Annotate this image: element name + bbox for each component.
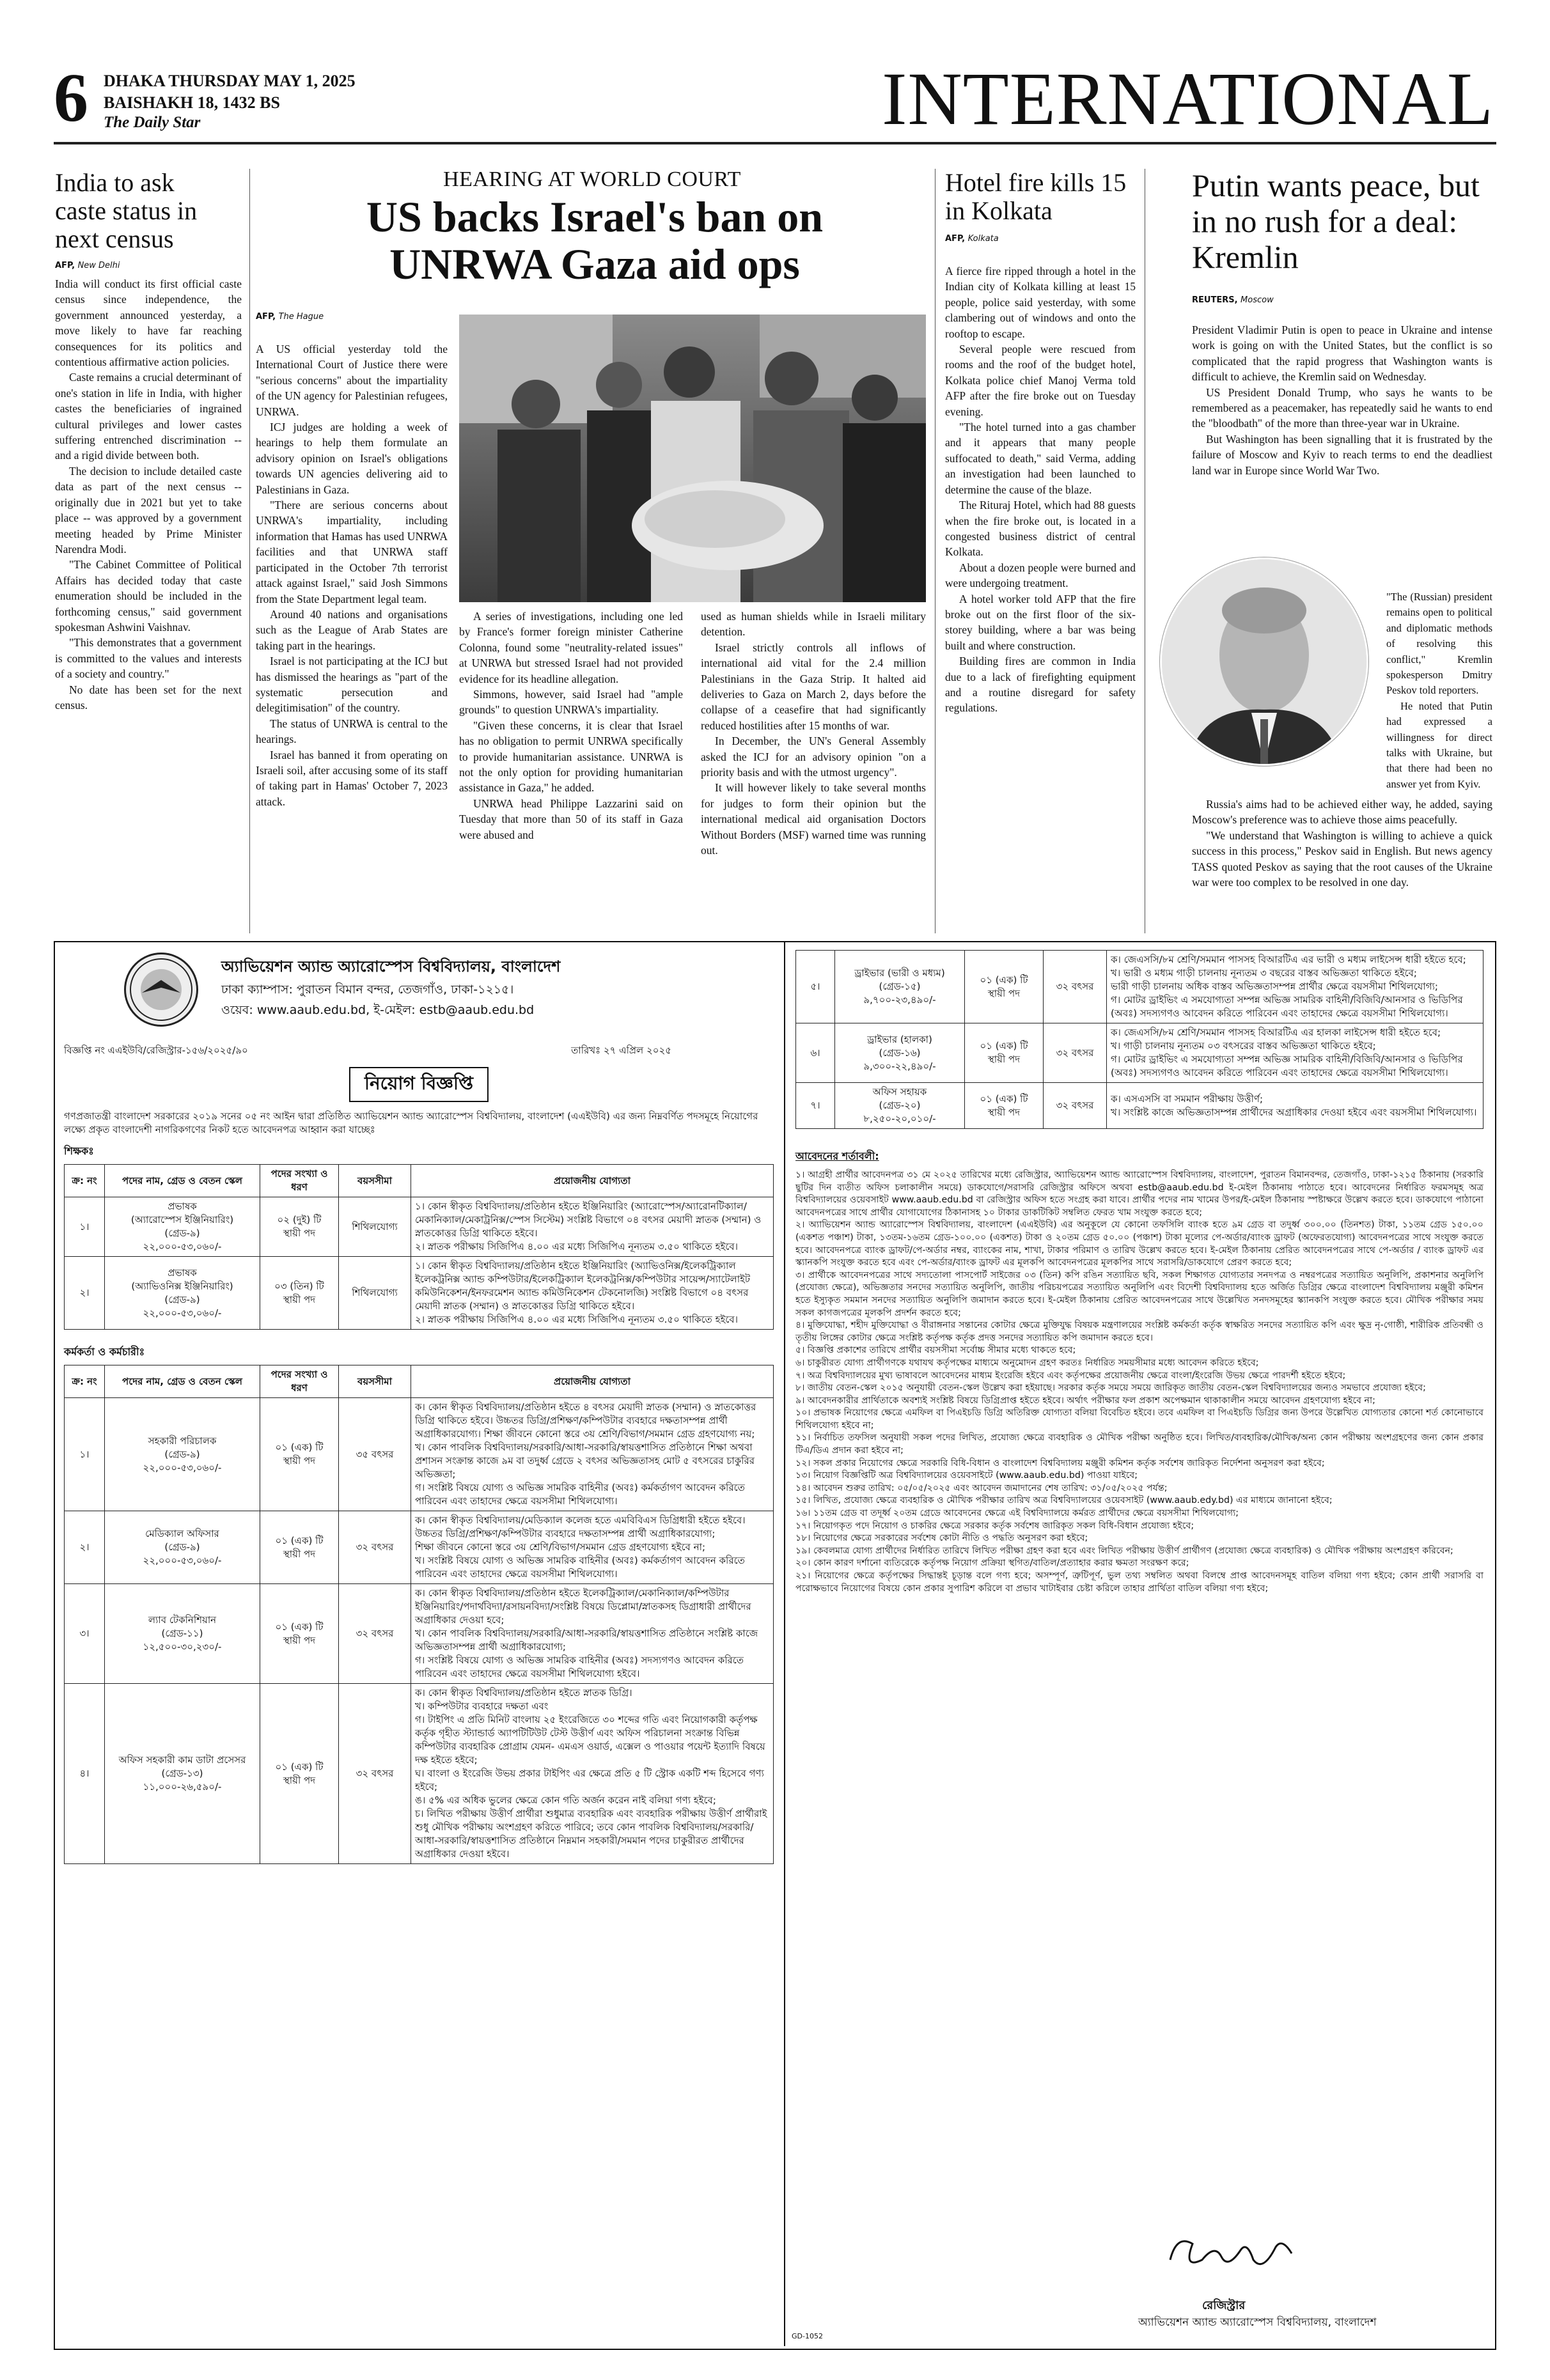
cell-post (105, 1511, 260, 1584)
post-type: স্থায়ী পদ (283, 1774, 316, 1786)
university-web: ওয়েব: www.aaub.edu.bd, ই-মেইল: estb@aaub.edu.bd (221, 1003, 535, 1017)
post-count: ০১ (এক) টি (275, 1621, 324, 1633)
cell-age: ৩২ বৎসর (1044, 1083, 1107, 1129)
condition-item: ১৯। কেবলমাত্র যোগ্য প্রার্থীদের নির্ধারিত তারিখে লিখিত পরীক্ষা গ্রহণ করা হবে এবং লিখিত পরীক্ষায় উত্তীর্ণ প্রার্থীগণ (প্রযোজ্য ক্ষেত্রে ব্যবহারিক) ও মৌখিক পরীক্ষায় অংশগ্রহণ করিবেন; (795, 1545, 1453, 1556)
column-rule (249, 169, 250, 933)
gaza-photo-graphic (459, 315, 926, 602)
table-row (796, 951, 1483, 1023)
post-type: স্থায়ী পদ (283, 1455, 316, 1467)
req-line: ঘ। বাংলা ও ইংরেজি উভয় প্রকার টাইপিং এর ক্ষেত্রে প্রতি ৫ টি স্ট্রোক একটি শব্দ হিসেবে গণ্য হইবে; (415, 1768, 764, 1793)
masthead-rule (54, 142, 1496, 144)
req-line: ২। স্নাতক পরীক্ষায় সিজিপিএ ৪.০০ এর মধ্যে সিজিপিএ নূন্যতম ৩.৫০ থাকিতে হইবে। (415, 1314, 738, 1326)
post-count: ০১ (এক) টি (980, 974, 1028, 986)
cell-age: শিথিলযোগ্য (339, 1257, 411, 1330)
table-row (65, 1584, 774, 1684)
india-headline: India to ask caste status in next census (55, 168, 198, 253)
post-grade: (গ্রেড-১৬) (879, 1046, 921, 1059)
hotel-para: A hotel worker told AFP that the fire broke out on the first floor of the six-storey building, where a bar was being built and where construction. (945, 592, 1136, 652)
col-header: পদের সংখ্যা ও ধরণ (260, 1165, 339, 1197)
university-address: ঢাকা ক্যাম্পাস: পুরাতন বিমান বন্দর, তেজগাঁও, ঢাকা-১২১৫। (221, 983, 514, 997)
cell-req (1107, 951, 1483, 1023)
cell-no: ১। (65, 1398, 105, 1511)
gaza-photo (459, 315, 926, 602)
putin-headline: Putin wants peace, but in no rush for a deal: Kremlin (1192, 167, 1480, 275)
cell-no: ১। (65, 1197, 105, 1257)
unrwa-para: It will however likely to take several months for judges to form their opinion but the international medical aid organisation Doctors Without Borders (MSF) warned time was running out. (701, 781, 926, 857)
condition-item: ৭। অত্র বিশ্ববিদ্যালয়ের মুখ্য ভাষাবলে আবেদনের মাধ্যম ইংরেজি হইবে এবং কর্তৃপক্ষের প্রয়োজনীয় ক্ষেত্রে বাংলা/ইংরেজি উভয় ক্ষেত্রে পারদর্শী হইতে হইবে; (795, 1370, 1346, 1381)
cell-post (835, 1083, 965, 1129)
post-name: ল্যাব টেকনিশিয়ান (148, 1614, 217, 1626)
req-line: খ। কোন পাবলিক বিশ্ববিদ্যালয়/সরকারি/আধা-সরকারি/স্বায়ত্তশাসিত প্রতিষ্ঠানে সংশ্লিষ্ট কাজে অভিজ্ঞতাসম্পন্ন প্রার্থী অগ্রাধিকারযোগ্য; (415, 1628, 758, 1653)
signature-graphic (1157, 2225, 1311, 2282)
post-dept: (অ্যারোস্পেস ইঞ্জিনিয়ারিং) (130, 1214, 234, 1226)
req-line: শিক্ষা জীবনে কোনো স্তরে ৩য় শ্রেণি/বিভাগ/সমমান গ্রেড গ্রহণযোগ্য হইবে না; (415, 1541, 706, 1553)
university-name: অ্যাভিয়েশন অ্যান্ড অ্যারোস্পেস বিশ্ববিদ্যালয়, বাংলাদেশ (221, 958, 561, 976)
req-line: গ। টাইপিং এ প্রতি মিনিট বাংলায় ২৫ ইংরেজিতে ৩০ শব্দের গতি এবং নিয়োগকারী কর্তৃপক্ষ কর্তৃক গৃহীত স্ট্যান্ডার্ড অ্যাপটিটিউট টেস্ট উত্তীর্ণ এবং অফিস পরিচালনা সংক্রান্ত বিভিন্ন কম্পিউটার ব্যবহারিক প্রোগ্রাম যেমন- এমএস ওয়ার্ড, এক্সেল ও পাওয়ার পয়েন্ট ইত্যাদি বিষয়ে দক্ষ হইতে হইবে; (415, 1714, 765, 1766)
condition-item: ১৮। নিয়োগের ক্ষেত্রে সরকারের সর্বশেষ কোটা নীতি ও পদ্ধতি অনুসরণ করা হইবে; (795, 1533, 1088, 1544)
post-name: অফিস সহকারী কাম ডাটা প্রসেসর (118, 1754, 246, 1766)
unrwa-para: ICJ judges are holding a week of hearings to help them formulate an advisory opinion on Israel's obligations towards UN agencies delivering aid to Palestinians in Gaza. (256, 421, 448, 496)
condition-item: ১৩। নিয়োগ বিজ্ঞপ্তিটি অত্র বিশ্ববিদ্যালয়ের ওয়েবসাইটে (www.aaub.edu.bd) পাওয়া যাইবে; (795, 1470, 1138, 1481)
unrwa-col3 (701, 609, 926, 859)
post-grade: (গ্রেড-১৫) (879, 981, 921, 992)
cell-count (260, 1257, 339, 1330)
req-line: খ। কম্পিউটার ব্যবহারে দক্ষতা এবং (415, 1700, 549, 1713)
post-count: ০১ (এক) টি (275, 1761, 324, 1773)
req-line: ১। কোন স্বীকৃত বিশ্ববিদ্যালয়/প্রতিষ্ঠান হইতে ইঞ্জিনিয়ারিং (অ্যাভিওনিক্স/ইলেকট্রিক্যাল ইলেকট্রনিক্স অ্যান্ড কম্পিউটার/ইলেকট্রিক্যাল ইলেকট্রনিক্স/কম্পিউটার সায়েন্স/স্যাটেলাইট কমিউনিকেশন/ইনফরমেশন অ্যান্ড কমিউনিকেশন টেকনোলজি) সংশ্লিষ্ট বিভাগে ০৪ বৎসর মেয়াদী স্নাতক (সম্মান) ও স্নাতকোত্তর ডিগ্রি থাকিতে হইবে। (415, 1260, 751, 1312)
putin-para: He noted that Putin had expressed a willingness for direct talks with Ukraine, but that there had been no answer yet from Kyiv. (1386, 699, 1492, 790)
putin-para: But Washington has been signalling that it is frustrated by the failure of Moscow and Kyiv to reach terms to end the deadliest land war in Europe since World War Two. (1192, 432, 1492, 477)
india-para: Caste remains a crucial determinant of one's station in life in India, with higher castes the beneficiaries of ingrained cultural privileges and lower castes suffering entrenched discrimination -- and a rigid divide between both. (55, 371, 242, 462)
cell-count (260, 1511, 339, 1584)
unrwa-para: Around 40 nations and organisations such as the League of Arab States are taking part in the hearings. (256, 607, 448, 652)
condition-item: ৬। চাকুরীরত যোগ্য প্রার্থীগণকে যথাযথ কর্তৃপক্ষের মাধ্যমে অনুমোদন গ্রহণ করতঃ নির্ধারিত সময়সীমার মধ্যে আবেদন করিতে হইবে; (795, 1357, 1259, 1368)
condition-item: ১১। নির্বাচিত তফসিল অনুযায়ী সকল পদের লিখিত, প্রযোজ্য ক্ষেত্রে ব্যবহারিক ও মৌখিক পরীক্ষা অনুষ্ঠিত হবে। লিখিত/ব্যবহারিক/মৌখিক/অন্য কোন পরীক্ষায় অংশগ্রহণের জন্য কোন প্রকার টিএ/ডিএ প্রদান করা হইবে না; (795, 1433, 1483, 1456)
unrwa-byline: AFP, The Hague (256, 312, 324, 322)
unrwa-para: Israel is not participating at the ICJ but has dismissed the hearings as "part of the systematic persecution and delegitimisation" of the country. (256, 655, 448, 715)
cell-no: ৩। (65, 1584, 105, 1684)
cell-age: ৩২ বৎসর (339, 1584, 411, 1684)
page-number: 6 (54, 60, 88, 136)
cell-post (835, 951, 965, 1023)
ad-code: GD-1052 (792, 2332, 823, 2340)
req-line: গ। সংশ্লিষ্ট বিষয়ে যোগ্য ও অভিজ্ঞ সামরিক বাহিনীর (অবঃ) সদস্যগণও আবেদন করিতে পারিবেন এবং তাহাদের ক্ষেত্রে বয়সসীমা শিথিলযোগ্য হইবে। (415, 1654, 744, 1680)
post-scale: ২২,০০০-৫৩,০৬০/- (143, 1241, 222, 1253)
condition-item: ২০। কোন কারণ দর্শানো ব্যতিরেকে কর্তৃপক্ষ নিয়োগ প্রক্রিয়া স্থগিত/বাতিল/প্রত্যাহার করার ক্ষমতা সংরক্ষণ করে; (795, 1558, 1189, 1569)
col-header: প্রয়োজনীয় যোগ্যতা (411, 1365, 774, 1398)
cell-req (1107, 1023, 1483, 1083)
post-type: স্থায়ী পদ (987, 987, 1021, 999)
hotel-para: "The hotel turned into a gas chamber and it appears that many people suffocated to death," said Verma, adding an investigation had been launched to determine the cause of the blaze. (945, 421, 1136, 496)
unrwa-para: "Given these concerns, it is clear that Israel has no obligation to permit UNRWA specifically to provide humanitarian assistance. UNRWA is not the only option for providing humanitarian assistance in Gaza," he added. (459, 719, 683, 795)
table-row (65, 1197, 774, 1257)
putin-para: "We understand that Washington is willing to achieve a quick success in this process," Peskov said in English. But news agency TASS quoted Peskov as saying that the root causes of the Ukraine war were too complex to be resolved in one day. (1192, 828, 1492, 889)
condition-item: ৮। জাতীয় বেতন-স্কেল ২০১৫ অনুযায়ী বেতন-স্কেল উল্লেখ করা হইয়াছে। সরকার কর্তৃক সময়ে সময়ে জারিকৃত জাতীয় বেতন-স্কেল বিশ্ববিদ্যালয়ের জন্যও সমভাবে প্রযোজ্য হইবে; (795, 1383, 1426, 1394)
col-header: পদের সংখ্যা ও ধরণ (260, 1365, 339, 1398)
cell-post (835, 1023, 965, 1083)
table-row (65, 1511, 774, 1584)
table-header-row (65, 1165, 774, 1197)
cell-age: ৩২ বৎসর (339, 1684, 411, 1864)
ad-intro: গণপ্রজাতন্ত্রী বাংলাদেশ সরকারের ২০১৯ সনের ০৫ নং আইন দ্বারা প্রতিষ্ঠিত অ্যাভিয়েশন অ্যান্ড অ্যারোস্পেস বিশ্ববিদ্যালয়, বাংলাদেশ (এএইউবি) এর জন্য নিম্নবর্ণিত পদসমূহে নিয়োগের লক্ষ্যে প্রকৃত বাংলাদেশী নাগরিকগণের নিকট হতে আবেদনপত্র আহ্বান করা যাচ্ছেঃ (64, 1110, 758, 1136)
post-grade: (গ্রেড-২০) (879, 1100, 921, 1111)
cell-age: ৩৫ বৎসর (339, 1398, 411, 1511)
hotel-headline: Hotel fire kills 15 in Kolkata (945, 168, 1127, 225)
ad-header (64, 953, 774, 1043)
india-para: India will conduct its first official caste census since independence, the government announced yesterday, a move likely to have far reaching consequences for its politics and contentious affirmative action policies. (55, 277, 242, 369)
ad-divider (784, 942, 785, 2346)
req-line: খ। কোন পাবলিক বিশ্ববিদ্যালয়/সরকারি/আধা-সরকারি/স্বায়ত্তশাসিত প্রতিষ্ঠানে শিক্ষা অথবা প্রশাসন সংক্রান্ত কাজে ৯ম বা তদুর্ধ্ব গ্রেডে ২ বৎসর অভিজ্ঞতাসহ মোট ৫ বৎসরের চাকুরির অভিজ্ঞতা; (415, 1442, 755, 1481)
hotel-para: A fierce fire ripped through a hotel in the Indian city of Kolkata killing at least 15 people, police said yesterday, with some clambering out of windows and onto the rooftop to escape. (945, 265, 1136, 340)
col-header: ক্র: নং (65, 1365, 105, 1398)
cell-no: ৬। (796, 1023, 835, 1083)
cell-post (105, 1584, 260, 1684)
cell-count (260, 1684, 339, 1864)
unrwa-para: The status of UNRWA is central to the hearings. (256, 717, 448, 746)
putin-photo (1160, 557, 1368, 766)
cell-req (411, 1511, 774, 1584)
table-header-row (65, 1365, 774, 1398)
req-line: ভারী গাড়ী চালনায় অধিক বাস্তব অভিজ্ঞতাসম্পন্ন প্রার্থীর ক্ষেত্রে বয়সসীমা শিথিলযোগ্য; (1111, 981, 1438, 992)
post-name: অফিস সহায়ক (872, 1086, 927, 1098)
india-byline: AFP, New Delhi (55, 261, 120, 270)
req-line: চ। লিখিত পরীক্ষায় উত্তীর্ণ প্রার্থীরা শুধুমাত্র ব্যবহারিক এবং ব্যবহারিক পরীক্ষায় উত্তীর্ণ প্রার্থীরাই শুধু মৌখিক পরীক্ষায় অংশগ্রহণ করিতে পারিবে; তবে কোন পাবলিক বিশ্ববিদ্যালয়/সরকারি/আধা-সরকারি/স্বায়ত্তশাসিত প্রতিষ্ঠানে নিম্নমান সহকারী/সমমান পদের চাকুরীরত প্রার্থীদের অগ্রাধিকার দেওয়া হইবে। (415, 1808, 767, 1860)
table-row (65, 1257, 774, 1330)
post-count: ০২ (দুই) টি (277, 1214, 322, 1226)
cell-req (411, 1684, 774, 1864)
cell-post (105, 1398, 260, 1511)
teachers-table (64, 1164, 774, 1330)
putin-body-wrap (1386, 589, 1492, 792)
condition-item: ১৪। আবেদন শুরুর তারিখ: ০৫/০৫/২০২৫ এবং আবেদন জমাদানের শেষ তারিখ: ৩১/০৫/২০২৫ পর্যন্ত; (795, 1482, 1168, 1493)
post-grade: (গ্রেড-১৩) (161, 1768, 203, 1780)
cell-no: ৫। (796, 951, 835, 1023)
condition-item: ১। আগ্রহী প্রার্থীর আবেদনপত্র ৩১ মে ২০২৫ তারিখের মধ্যে রেজিস্ট্রার, অ্যাভিয়েশন অ্যান্ড অ্যারোস্পেস বিশ্ববিদ্যালয়, বাংলাদেশ, পুরাতন বিমানবন্দর, তেজগাঁও, ঢাকা-১২১৫ ঠিকানায় (সরকারি ছুটির দিন ব্যতীত অফিস চলাকালীন সময়ে) ডাকযোগে/সরাসরি রেজিস্ট্রার অফিসে অথবা estb@aaub.edu.bd ই-মেইল ঠিকানায় পাঠাতে হবে। আবেদনের নির্ধারিত ফরমসমূহ অত্র বিশ্ববিদ্যালয়ের ওয়েবসাইট www.aaub.edu.bd বা রেজিস্ট্রার অফিস হতে সংগ্রহ করা যাবে। প্রার্থীর পদের নাম খামের উপর/ই-মেইল ঠিকানায় স্পষ্টাক্ষরে উল্লেখ করতে হবে। ডাকযোগে পাঠানো আবেদনপত্রের সাথে প্রার্থীর যোগাযোগের ঠিকানাসহ ১০ টাকার ডাকটিকিট সম্বলিত ফেরত খাম সংযুক্ত করতে হবে; (795, 1170, 1483, 1218)
unrwa-col2 (459, 609, 683, 843)
post-type: স্থায়ী পদ (283, 1227, 316, 1240)
req-line: ক। কোন স্বীকৃত বিশ্ববিদ্যালয়/মেডিক্যাল কলেজ হতে এমবিবিএস ডিগ্রিধারী হইতে হইবে। উচ্চতর ডিগ্রি/প্রশিক্ষণ/কম্পিউটার ব্যবহারে দক্ষতাসম্পন্ন প্রার্থী অগ্রাধিকারযোগ্য; (415, 1514, 746, 1540)
putin-para: Russia's aims had to be achieved either way, he added, saying Moscow's preference was to achieve those aims peacefully. (1192, 798, 1492, 827)
putin-para: US President Donald Trump, who says he wants to be remembered as a peacemaker, has repeatedly said he wants to end the "bloodbath" of the more than three-year war in Ukraine. (1192, 385, 1492, 430)
post-grade: (গ্রেড-৯) (164, 1448, 200, 1460)
cell-req (1107, 1083, 1483, 1129)
hotel-para: The Rituraj Hotel, which had 88 guests when the fire broke out, is located in a congested business district of central Kolkata. (945, 499, 1136, 559)
req-line: ক। এসএসসি বা সমমান পরীক্ষায় উত্তীর্ণ; (1111, 1093, 1263, 1105)
req-line: ২। স্নাতক পরীক্ষায় সিজিপিএ ৪.০০ এর মধ্যে সিজিপিএ নূন্যতম ৩.৫০ থাকিতে হইবে। (415, 1241, 738, 1253)
officers-table (64, 1365, 774, 1864)
cell-req (411, 1257, 774, 1330)
putin-photo-graphic (1162, 559, 1366, 764)
req-line: খ। ভারী ও মধ্যম গাড়ী চালনায় নূন্যতম ৩ বছরের বাস্তব অভিজ্ঞতা থাকিতে হইবে; (1111, 967, 1417, 979)
post-type: স্থায়ী পদ (987, 1106, 1021, 1118)
cell-req (411, 1197, 774, 1257)
conditions-list (795, 1169, 1483, 1595)
cell-count (260, 1197, 339, 1257)
condition-item: ১০। প্রভাষক নিয়োগের ক্ষেত্রে এমফিল বা পিএইচডি ডিগ্রি অতিরিক্ত যোগ্যতা বলিয়া বিবেচিত হইবে। তবে এমফিল বা পিএইচডি ডিগ্রির জন্য উপরে উল্লেখিত যোগ্যতার কোনো শর্ত কোনোভাবে শিথিলযোগ্য হইবে না; (795, 1408, 1483, 1431)
paper-logo: The Daily Star (104, 114, 201, 131)
cell-count (965, 951, 1044, 1023)
unrwa-para: In December, the UN's General Assembly asked the ICJ for an advisory opinion "on a priority basis and with the utmost urgency". (701, 735, 926, 779)
req-line: গ। মোটর ড্রাইভিং এ সমযোগ্যতা সম্পন্ন অভিজ্ঞ সামরিক বাহিনী/বিজিবি/আনসার ও ভিডিপির (অবঃ) সদস্যগণও আবেদন করিতে পারিবেন এবং তাহাদের ক্ষেত্রে বয়সসীমা শিথিলযোগ্য। (1111, 994, 1463, 1019)
putin-byline: REUTERS, Moscow (1192, 295, 1274, 305)
table-row (65, 1398, 774, 1511)
india-para: The decision to include detailed caste data as part of the next census -- originally due in 2021 but yet to take place -- was approved by a government meeting headed by Prime Minister Narendra Modi. (55, 464, 242, 556)
condition-item: ৯। আবেদনকারীর প্রার্থিতাকে অবশ্যই সংশ্লিষ্ট বিষয়ে ডিগ্রিপ্রাপ্ত হইতে হইবে। অর্থাৎ পরীক্ষার ফল প্রকাশ অপেক্ষমান থাকাকালীন সময়ে আবেদন গ্রহণযোগ্য হইবে না; (795, 1395, 1375, 1406)
cell-req (411, 1398, 774, 1511)
masthead-bangla-date: BAISHAKH 18, 1432 BS (104, 93, 280, 112)
post-scale: ২২,০০০-৫৩,০৬০/- (143, 1555, 222, 1567)
condition-item: ৩। প্রার্থীকে আবেদনপত্রের সাথে সদ্যতোলা পাসপোর্ট সাইজের ০৩ (তিন) কপি রঙিন সত্যায়িত ছবি, সকল শিক্ষাগত যোগ্যতার সনদপত্র ও নম্বরপত্রের সত্যায়িত অনুলিপি, প্রকাশনার অনুলিপি (প্রযোজ্য ক্ষেত্রে), অভিজ্ঞতার সনদের সত্যায়িত অনুলিপি, জাতীয় পরিচয়পত্রের সত্যায়িত অনুলিপি এবং বিদেশী বিশ্ববিদ্যালয় হতে অর্জিত ডিগ্রির ক্ষেত্রে বাংলাদেশ বিশ্ববিদ্যালয় মঞ্জুরী কমিশন হতে ইস্যুকৃত সমমান সনদের সত্যায়িত অনুলিপি জমাদান করতে হবে। ই-মেইল ঠিকানায় প্রেরিত আবেদনপত্রের সাথে উল্লেখিত সনদসমূহের স্ক্যানকপি সংযুক্ত করতে হবে। মৌখিক পরীক্ষার সময় সকল কাগজপত্রের মূলকপি প্রদর্শন করতে হবে; (795, 1270, 1483, 1318)
india-para: No date has been set for the next census. (55, 683, 242, 712)
cell-post (105, 1684, 260, 1864)
putin-para: "The (Russian) president remains open to political and diplomatic methods of resolving this conflict," Kremlin spokesperson Dmitry Peskov told reporters. (1386, 591, 1492, 697)
req-line: ক। কোন স্বীকৃত বিশ্ববিদ্যালয়/প্রতিষ্ঠান হইতে স্নাতক ডিগ্রি। (415, 1687, 632, 1699)
hotel-para: About a dozen people were burned and were undergoing treatment. (945, 561, 1136, 590)
condition-item: ১৬। ১১তম গ্রেড বা তদূর্ধ্ব ২০তম গ্রেডে আবেদনের ক্ষেত্রে এই বিশ্ববিদ্যালয়ে কর্মরত প্রার্থীদের ক্ষেত্রে বয়সসীমা শিথিলযোগ্য; (795, 1508, 1239, 1519)
table-row (796, 1083, 1483, 1129)
post-name: সহকারী পরিচালক (148, 1435, 217, 1447)
signature-title: রেজিস্ট্রার (1202, 2299, 1246, 2312)
cell-no: ২। (65, 1511, 105, 1584)
req-line: খ। সংশ্লিষ্ট বিষয়ে যোগ্য ও অভিজ্ঞ সামরিক বাহিনীর (অবঃ) কর্মকর্তাগণ আবেদন করিতে পারিবেন এবং তাহাদের ক্ষেত্রে বয়সসীমা শিথিলযোগ্য। (415, 1555, 745, 1580)
memo-number: বিজ্ঞপ্তি নং এএইউবি/রেজিস্ট্রার-১৫৬/২০২৫/৯০ (64, 1045, 248, 1056)
condition-item: ১৭। নিয়োগকৃত পদে নিয়োগ ও চাকরির ক্ষেত্রে সরকার কর্তৃক সর্বশেষ জারিকৃত সকল বিধি-বিধান প্রযোজ্য হইবে; (795, 1520, 1194, 1531)
ad-title: নিয়োগ বিজ্ঞপ্তি (349, 1067, 489, 1102)
post-scale: ২২,০০০-৫৩,০৬০/- (143, 1461, 222, 1474)
req-line: ক। কোন স্বীকৃত বিশ্ববিদ্যালয়/প্রতিষ্ঠান হইতে ইলেকট্রিক্যাল/মেকানিক্যাল/কম্পিউটার ইঞ্জিনিয়ারিং/পদার্থবিদ্যা/রসায়নবিদ্যা/সংশ্লিষ্ট বিষয়ে ডিপ্লোমা/স্নাতকসহ ডিগ্রাধারী প্রার্থীদের অগ্রাধিকার দেওয়া হবে; (415, 1587, 751, 1626)
table-row (65, 1684, 774, 1864)
req-line: ক। কোন স্বীকৃত বিশ্ববিদ্যালয়/প্রতিষ্ঠান হইতে ৪ বৎসর মেয়াদী স্নাতক (সম্মান) ও স্নাতকোত্তর ডিগ্রি থাকিতে হইবে। উচ্চতর ডিগ্রি/প্রশিক্ষণ/কম্পিউটার ব্যবহারে দক্ষতাসম্পন্ন প্রার্থী অগ্রাধিকারযোগ্য। শিক্ষা জীবনে কোনো স্তরে ৩য় শ্রেণি/বিভাগ/সমমান গ্রেড গ্রহণযোগ্য নয়; (415, 1401, 756, 1440)
post-scale: ২২,০০০-৫৩,০৬০/- (143, 1307, 222, 1319)
hotel-byline: AFP, Kolkata (945, 234, 999, 244)
col-header: বয়সসীমা (339, 1165, 411, 1197)
post-grade: (গ্রেড-১১) (161, 1628, 203, 1640)
col-header: প্রয়োজনীয় যোগ্যতা (411, 1165, 774, 1197)
university-logo (124, 953, 198, 1027)
post-name: প্রভাষক (168, 1201, 197, 1213)
conditions-title: আবেদনের শর্তাবলী: (795, 1150, 879, 1162)
putin-para: President Vladimir Putin is open to peace in Ukraine and intense work is going on with the United States, but the conflict is so complicated that the rapid progress that Washington wants is difficult to achieve, the Kremlin said on Wednesday. (1192, 323, 1492, 384)
cell-age: ৩২ বৎসর (1044, 951, 1107, 1023)
unrwa-para: A US official yesterday told the International Court of Justice there were "serious concerns" about the impartiality of the UN agency for Palestinian refugees, UNRWA. (256, 343, 448, 418)
hotel-para: Building fires are common in India due to a lack of firefighting equipment and a routine disregard for safety regulations. (945, 655, 1136, 715)
india-para: "This demonstrates that a government is committed to the values and interests of a society and country." (55, 636, 242, 681)
signature-icon (1157, 2225, 1311, 2282)
cell-req (411, 1584, 774, 1684)
post-scale: ৮,২৫০-২০,০১০/- (863, 1113, 936, 1124)
post-scale: ৯,৩০০-২২,৪৯০/- (863, 1060, 936, 1072)
hotel-para: Several people were rescued from rooms and the roof of the budget hotel, Kolkata police chief Manoj Verma told AFP after the fire broke out on Tuesday evening. (945, 343, 1136, 418)
req-line: ক। জেএসসি/৮ম শ্রেণি/সমমান পাসসহ বিআরটিএ এর ভারী ও মধ্যম লাইসেন্স ধারী হইতে হবে; (1111, 954, 1466, 965)
cell-post (105, 1257, 260, 1330)
job-ad-right (795, 950, 1483, 1595)
post-count: ০১ (এক) টি (275, 1442, 324, 1454)
post-name: মেডিক্যাল অফিসার (145, 1528, 219, 1540)
cell-count (965, 1083, 1044, 1129)
post-type: স্থায়ী পদ (987, 1054, 1021, 1065)
section-title: INTERNATIONAL (882, 57, 1494, 141)
cell-no: ৭। (796, 1083, 835, 1129)
cell-count (965, 1023, 1044, 1083)
masthead-date: DHAKA THURSDAY MAY 1, 2025 (104, 72, 356, 90)
unrwa-para: used as human shields while in Israeli military detention. (701, 610, 926, 639)
col-header: পদের নাম, গ্রেড ও বেতন স্কেল (105, 1165, 260, 1197)
post-grade: (গ্রেড-৯) (164, 1293, 200, 1305)
condition-item: ১৫। লিখিত, প্রযোজ্য ক্ষেত্রে ব্যবহারিক ও মৌখিক পরীক্ষার তারিখ অত্র বিশ্ববিদ্যালয়ের ওয়েবসাইট (www.aaub.edy.bd) এর মাধ্যমে জানানো হইবে; (795, 1495, 1333, 1506)
req-line: ঙ। ৫% এর অধিক ভুলের ক্ষেত্রে কোন গতি অর্জন করেন নাই বলিয়া গণ্য হইবে; (415, 1794, 716, 1807)
putin-body-bottom (1192, 797, 1492, 890)
university-emblem-icon (126, 954, 196, 1025)
india-para: "The Cabinet Committee of Political Affairs has decided today that caste enumeration should be included in the forthcoming census," said government spokesman Ashwini Vaishnav. (55, 558, 242, 634)
post-type: স্থায়ী পদ (283, 1293, 316, 1305)
cell-no: ৪। (65, 1684, 105, 1864)
unrwa-para: UNRWA head Philippe Lazzarini said on Tuesday that more than 50 of its staff in Gaza were abused and (459, 797, 683, 841)
cell-age: ৩২ বৎসর (339, 1511, 411, 1584)
post-grade: (গ্রেড-৯) (164, 1227, 200, 1240)
putin-body-top (1192, 322, 1492, 478)
post-name: ড্রাইভার (ভারী ও মধ্যম) (854, 967, 945, 979)
req-line: খ। সংশ্লিষ্ট কাজে অভিজ্ঞতাসম্পন্ন প্রার্থীদের অগ্রাধিকার দেওয়া হইবে এবং বয়সসীমা শিথিলযোগ্য। (1111, 1106, 1477, 1118)
condition-item: ৫। বিজ্ঞপ্তি প্রকাশের তারিখে প্রার্থীর বয়সসীমা সর্বোচ্চ সীমার মধ্যে থাকতে হবে; (795, 1345, 1076, 1356)
post-count: ০১ (এক) টি (275, 1534, 324, 1546)
col-header: পদের নাম, গ্রেড ও বেতন স্কেল (105, 1365, 260, 1398)
unrwa-headline: US backs Israel's ban on UNRWA Gaza aid ops (366, 192, 824, 288)
unrwa-col1 (256, 341, 448, 809)
post-name: প্রভাষক (168, 1266, 197, 1279)
post-dept: (অ্যাভিওনিক্স ইঞ্জিনিয়ারিং) (131, 1280, 233, 1292)
post-type: স্থায়ী পদ (283, 1634, 316, 1646)
teachers-label: শিক্ষকঃ (64, 1145, 94, 1158)
unrwa-para: "There are serious concerns about UNRWA's impartiality, including information that Hamas has used UNRWA facilities and that UNRWA staff participated in the October 7th terrorist attack against Israel," said Josh Simmons from the State Department legal team. (256, 499, 448, 605)
signature-org: অ্যাভিয়েশন অ্যান্ড অ্যারোস্পেস বিশ্ববিদ্যালয়, বাংলাদেশ (1138, 2316, 1377, 2329)
cell-count (260, 1398, 339, 1511)
post-name: ড্রাইভার (হালকা) (867, 1033, 932, 1045)
req-line: ক। জেএসসি/৮ম শ্রেণি/সমমান পাসসহ বিআরটিএ এর হালকা লাইসেন্স ধারী হইতে হবে; (1111, 1027, 1441, 1038)
hotel-body (945, 263, 1136, 716)
post-scale: ৯,৭০০-২৩,৪৯০/- (863, 994, 936, 1006)
post-type: স্থায়ী পদ (283, 1548, 316, 1560)
india-body (55, 276, 242, 713)
condition-item: ৪। মুক্তিযোদ্ধা, শহীদ মুক্তিযোদ্ধা ও বীরাঙ্গনার সন্তানের কোটার ক্ষেত্রে মুক্তিযুদ্ধ বিষয়ক মন্ত্রণালয়ের সংশ্লিষ্ট কর্মকর্তা কর্তৃক স্বাক্ষরিত সনদের সত্যায়িত কপি এবং ক্ষুদ্র নৃ-গোষ্ঠী, শারীরিক প্রতিবন্ধী ও তৃতীয় লিঙ্গের কোটার ক্ষেত্রে সংশ্লিষ্ট কর্তৃপক্ষ কর্তৃক প্রদত্ত সনদের সত্যায়িত কপি জমাদান করতে হবে। (795, 1320, 1483, 1343)
drivers-table (795, 950, 1483, 1129)
unrwa-para: Israel has banned it from operating on Israeli soil, after accusing some of its staff of taking part in Hamas' October 7, 2023 attack. (256, 748, 448, 808)
officers-label: কর্মকর্তা ও কর্মচারীঃ (64, 1346, 145, 1358)
cell-age: ৩২ বৎসর (1044, 1023, 1107, 1083)
post-count: ০৩ (তিন) টি (274, 1280, 324, 1292)
post-scale: ১১,০০০-২৬,৫৯০/- (143, 1781, 222, 1793)
condition-item: ২। অ্যাভিয়েশন অ্যান্ড অ্যারোস্পেস বিশ্ববিদ্যালয়, বাংলাদেশ (এএইউবি) এর অনুকূলে যে কোনো তফসিলি ব্যাংক হতে ৯ম গ্রেড বা তদুর্ধ্ব ৩০০.০০ (তিনশত) টাকা, ১১তম গ্রেড ১৫০.০০ (একশত পঞ্চাশ) টাকা, ১৩তম-১৬তম গ্রেড-১০০.০০ (একশত) টাকা ও ২০তম গ্রেড ৫০.০০ (পঞ্চাশ) টাকা মূল্যের পে-অর্ডার/ব্যাংক ড্রাফট (অফেরতযোগ্য) আবেদনপত্রের সাথে সংযুক্ত করতে হবে। আবেদনপত্রে ব্যাংক ড্রাফট/পে-অর্ডার নম্বর, ব্যাংকের নাম, শাখা, টাকার পরিমাণ ও তারিখ উল্লেখ করতে হবে। ই-মেইল ঠিকানায় প্রেরিত আবেদনপত্রের সাথে পে-অর্ডার / ব্যাংক ড্রাফট এর স্ক্যানকপি সংযুক্ত করতে হবে এবং পে-অর্ডার/ব্যাংক ড্রাফট এর মূলকপি আবেদনপত্রের মূলকপির সাথে সরাসরি/ডাকযোগে প্রেরণ করতে হবে; (795, 1220, 1483, 1268)
cell-age: শিথিলযোগ্য (339, 1197, 411, 1257)
req-line: খ। গাড়ী চালনায় নূন্যতম ০৩ বৎসরের বাস্তব অভিজ্ঞতা থাকিতে হইবে; (1111, 1040, 1376, 1052)
post-grade: (গ্রেড-৯) (164, 1541, 200, 1553)
unrwa-para: A series of investigations, including one led by France's former foreign minister Catherine Colonna, found some "neutrality-related issues" at UNRWA but stressed Israel had not provided evidence for its headline allegation. (459, 610, 683, 685)
col-header: বয়সসীমা (339, 1365, 411, 1398)
unrwa-kicker: HEARING AT WORLD COURT (443, 167, 741, 191)
cell-no: ২। (65, 1257, 105, 1330)
req-line: ১। কোন স্বীকৃত বিশ্ববিদ্যালয়/প্রতিষ্ঠান হইতে ইঞ্জিনিয়ারিং (অ্যারোস্পেস/অ্যারোনটিক্যাল/মেকানিক্যাল/মেকাট্রনিক্স/স্পেস সিস্টেম) সংশ্লিষ্ট বিভাগে ০৪ বৎসর মেয়াদী স্নাতক (সম্মান) ও স্নাতকোত্তর ডিগ্রি থাকিতে হইবে। (415, 1201, 762, 1240)
unrwa-para: Israel strictly controls all inflows of international aid vital for the 2.4 million Palestinians in the Gaza Strip. It halted aid deliveries to Gaza on March 2, days before the collapse of a ceasefire that had significantly reduced hostilities after 15 months of war. (701, 641, 926, 732)
col-header: ক্র: নং (65, 1165, 105, 1197)
unrwa-para: Simmons, however, said Israel had "ample grounds" to question UNRWA's impartiality. (459, 688, 683, 717)
post-count: ০১ (এক) টি (980, 1040, 1028, 1052)
memo-date: তারিখঃ ২৭ এপ্রিল ২০২৫ (571, 1045, 671, 1056)
job-ad-left (64, 953, 774, 1864)
cell-post (105, 1197, 260, 1257)
cell-count (260, 1584, 339, 1684)
condition-item: ১২। সকল প্রকার নিয়োগের ক্ষেত্রে সরকারি বিধি-বিধান ও বাংলাদেশ বিশ্ববিদ্যালয় মঞ্জুরী কমিশন কর্তৃক সর্বশেষ জারিকৃত নির্দেশনা অনুসরণ করা হইবে; (795, 1458, 1325, 1468)
post-count: ০১ (এক) টি (980, 1093, 1028, 1105)
post-scale: ১২,৫০০-৩০,২৩০/- (143, 1641, 222, 1653)
condition-item: ২১। নিয়োগের ক্ষেত্রে কর্তৃপক্ষের সিদ্ধান্তই চূড়ান্ত বলে গণ্য হবে; অসম্পূর্ণ, ত্রুটিপূর্ণ, ভুল তথ্য সম্বলিত অথবা বিলম্বে প্রাপ্ত আবেদনসমূহ বাতিল বলিয়া গণ্য হইবে; কোন প্রার্থী সরাসরি বা পরোক্ষভাবে নিয়োগের বিষয়ে কোন প্রকার সুপারিশ করিলে বা প্রভাব খাটাইবার চেষ্টা করিলে তাহার প্রার্থিতা বাতিল বলিয়া গণ্য হইবে; (795, 1571, 1483, 1594)
req-line: গ। মোটর ড্রাইভিং এ সমযোগ্যতা সম্পন্ন অভিজ্ঞ সামরিক বাহিনী/বিজিবি/আনসার ও ভিডিপির (অবঃ) সদস্যগণও আবেদন করিতে পারিবেন এবং তাহাদের ক্ষেত্রে বয়সসীমা শিথিলযোগ্য। (1111, 1054, 1463, 1078)
table-row (796, 1023, 1483, 1083)
req-line: গ। সংশ্লিষ্ট বিষয়ে যোগ্য ও অভিজ্ঞ সামরিক বাহিনীর (অবঃ) কর্মকর্তাগণ আবেদন করিতে পারিবেন এবং তাহাদের ক্ষেত্রে বয়সসীমা শিথিলযোগ্য। (415, 1482, 745, 1507)
